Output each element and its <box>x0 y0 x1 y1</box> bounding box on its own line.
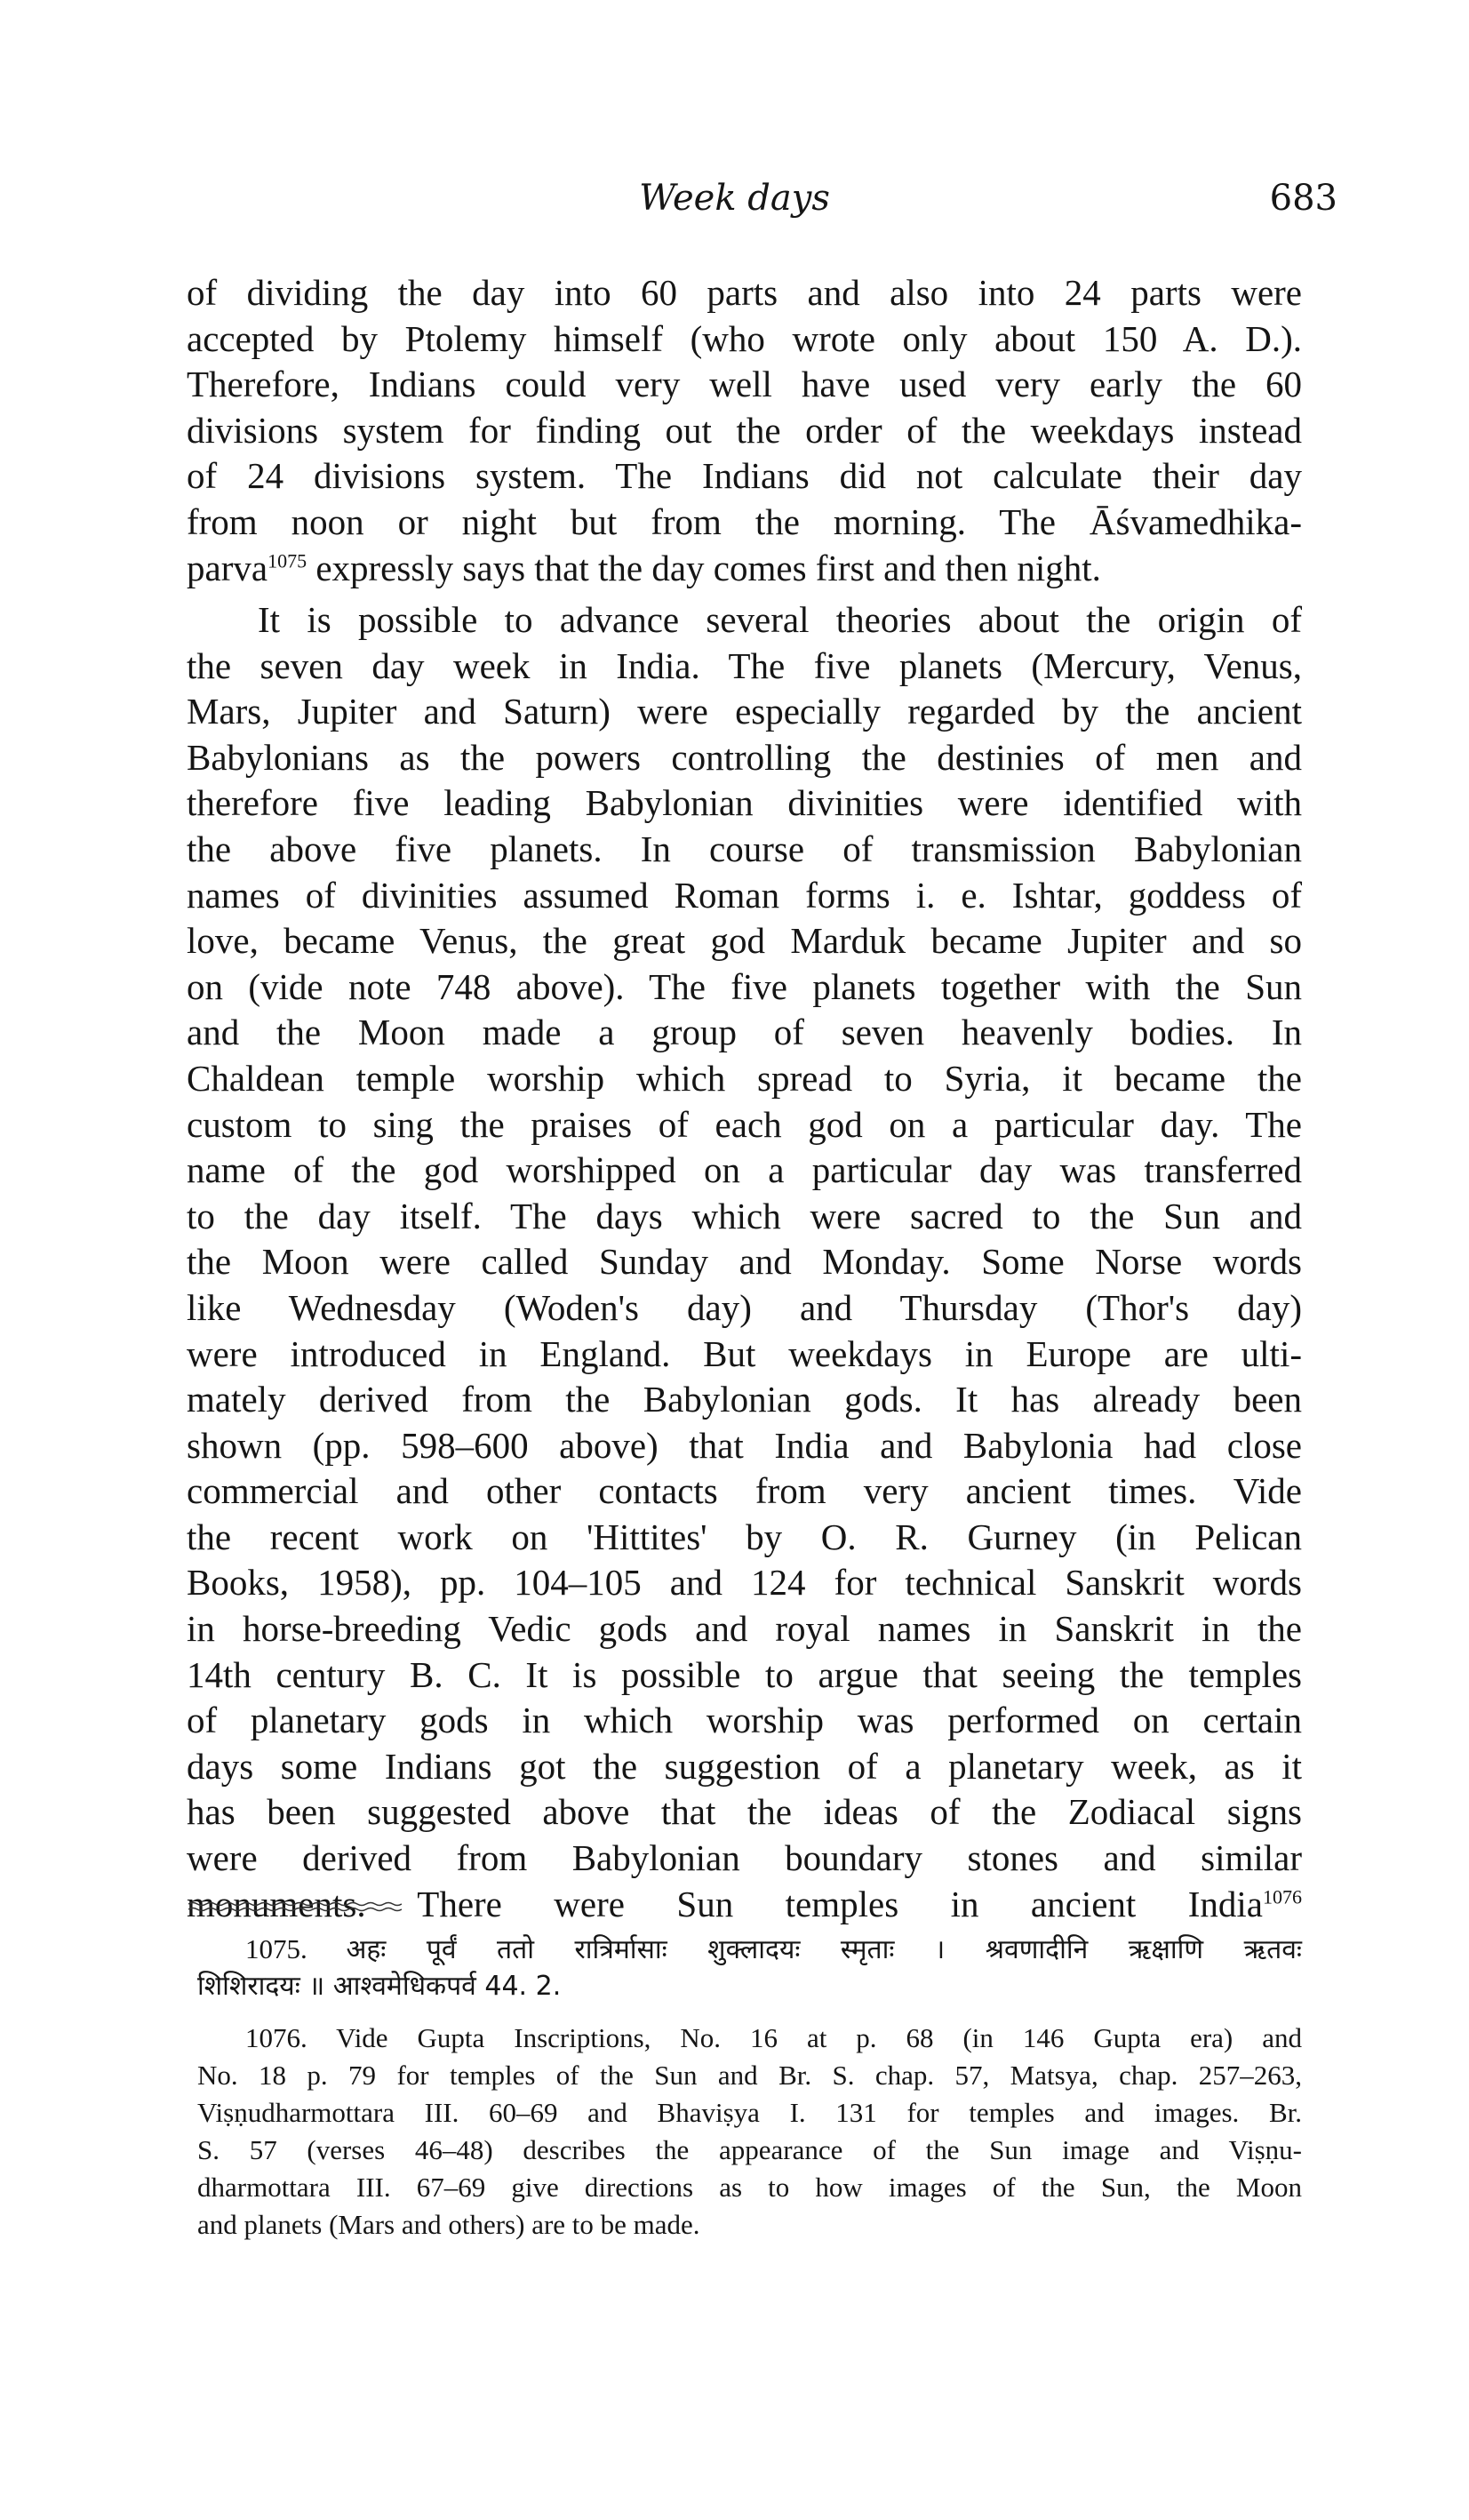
text-line: has been suggested above that the ideas of the Zodiacal signs <box>187 1791 1302 1833</box>
text-line: 14th century B. C. It is possible to argue that seeing the temples <box>187 1653 1302 1695</box>
text-fragment: expressly says that the day comes first and then night. <box>315 547 1101 588</box>
text-line: the Moon were called Sunday and Monday. Some Norse words <box>187 1241 1302 1283</box>
footnote-number: 1075. <box>245 1933 307 1964</box>
footnote-1076 <box>197 2020 1302 2244</box>
footnote-1075 <box>197 1931 1302 2005</box>
text-line: like Wednesday (Woden's day) and Thursday (Thor's day) <box>187 1286 1302 1328</box>
paragraph-2 <box>187 597 1302 1927</box>
footnote-line: No. 18 p. 79 for temples of the Sun and Br. S. chap. 57, Matsya, chap. 257–263, <box>197 2060 1302 2091</box>
text-line: the seven day week in India. The five planets (Mercury, Venus, <box>187 644 1302 686</box>
footnote-ref-1075[interactable]: 1075 <box>267 548 307 572</box>
text-line: Mars, Jupiter and Saturn) were especially regarded by the ancient <box>187 691 1302 732</box>
text-line: of dividing the day into 60 parts and also into 24 parts were <box>187 272 1302 313</box>
text-line: of 24 divisions system. The Indians did not calculate their day <box>187 455 1302 497</box>
text-line: shown (pp. 598–600 above) that India and Babylonia had close <box>187 1424 1302 1466</box>
text-line: name of the god worshipped on a particular day was transferred <box>187 1149 1302 1191</box>
text-line: It is possible to advance several theories about the origin of <box>258 599 1302 640</box>
text-line: were derived from Babylonian boundary stones and similar <box>187 1837 1302 1879</box>
text-line: names of divinities assumed Roman forms i. e. Ishtar, goddess of <box>187 874 1302 916</box>
text-line: the recent work on 'Hittites' by O. R. Gurney (in Pelican <box>187 1516 1302 1557</box>
text-line: commercial and other contacts from very ancient times. Vide <box>187 1470 1302 1512</box>
text-line: of planetary gods in which worship was performed on certain <box>187 1700 1302 1741</box>
footnote-line: dharmottara III. 67–69 give directions as to how images of the Sun, the Moon <box>197 2172 1302 2203</box>
text-line: love, became Venus, the great god Marduk became Jupiter and so <box>187 920 1302 962</box>
footnote-separator <box>188 1900 402 1913</box>
text-line: days some Indians got the suggestion of a planetary week, as it <box>187 1745 1302 1787</box>
page-number: 683 <box>1269 178 1337 219</box>
text-line: custom to sing the praises of each god on a particular day. The <box>187 1103 1302 1145</box>
text-line: in horse-breeding Vedic gods and royal names in Sanskrit in the <box>187 1608 1302 1650</box>
text-line: Babylonians as the powers controlling the destinies of men and <box>187 736 1302 778</box>
footnote-number: 1076. <box>245 2022 307 2053</box>
text-line: therefore five leading Babylonian divinities were identified with <box>187 782 1302 824</box>
footnote-line <box>197 2020 1302 2057</box>
footnote-ref-1076[interactable]: 1076 <box>1263 1884 1302 1908</box>
text-line: and the Moon made a group of seven heavenly bodies. In <box>187 1012 1302 1053</box>
text-line: on (vide note 748 above). The five planets together with the Sun <box>187 965 1302 1007</box>
text-line: to the day itself. The days which were sacred to the Sun and <box>187 1195 1302 1236</box>
text-line: mately derived from the Babylonian gods. It has already been <box>187 1379 1302 1420</box>
running-title: Week days <box>639 178 830 219</box>
text-fragment: monuments. There were Sun temples in ancient India <box>187 1883 1263 1924</box>
footnotes <box>197 1931 1302 2244</box>
text-line: accepted by Ptolemy himself (who wrote only about 150 A. D.). <box>187 317 1302 359</box>
footnote-text: Vide Gupta Inscriptions, No. 16 at p. 68 (in 146 Gupta era) and <box>336 2022 1302 2053</box>
footnote-line: Viṣṇudharmottara III. 60–69 and Bhaviṣya I. 131 for temples and images. Br. <box>197 2097 1302 2128</box>
text-line: the above five planets. In course of transmission Babylonian <box>187 828 1302 869</box>
sanskrit-text: अहः पूर्वं ततो रात्रिर्मासाः शुक्लादयः स्मृताः । श्रवणादीनि ऋक्षाणि ऋतवः <box>346 1934 1302 1965</box>
text-line <box>187 546 1302 592</box>
text-line: Chaldean temple worship which spread to Syria, it became the <box>187 1057 1302 1099</box>
text-line: divisions system for finding out the order of the weekdays instead <box>187 409 1302 451</box>
text-line: from noon or night but from the morning. The Āśvamedhika- <box>187 500 1302 542</box>
footnote-line: and planets (Mars and others) are to be made. <box>197 2209 700 2240</box>
paragraph-1 <box>187 270 1302 591</box>
footnote-line: शिशिरादयः ॥ आश्वमेधिकपर्व 44. 2. <box>197 1971 562 2002</box>
text-line: Therefore, Indians could very well have used very early the 60 <box>187 364 1302 405</box>
footnote-line: S. 57 (verses 46–48) describes the appearance of the Sun image and Viṣṇu- <box>197 2134 1302 2165</box>
text-line: Books, 1958), pp. 104–105 and 124 for technical Sanskrit words <box>187 1562 1302 1604</box>
footnote-line <box>197 1931 1302 1968</box>
text-fragment: parva <box>187 547 268 588</box>
text-line: were introduced in England. But weekdays in Europe are ulti- <box>187 1332 1302 1374</box>
